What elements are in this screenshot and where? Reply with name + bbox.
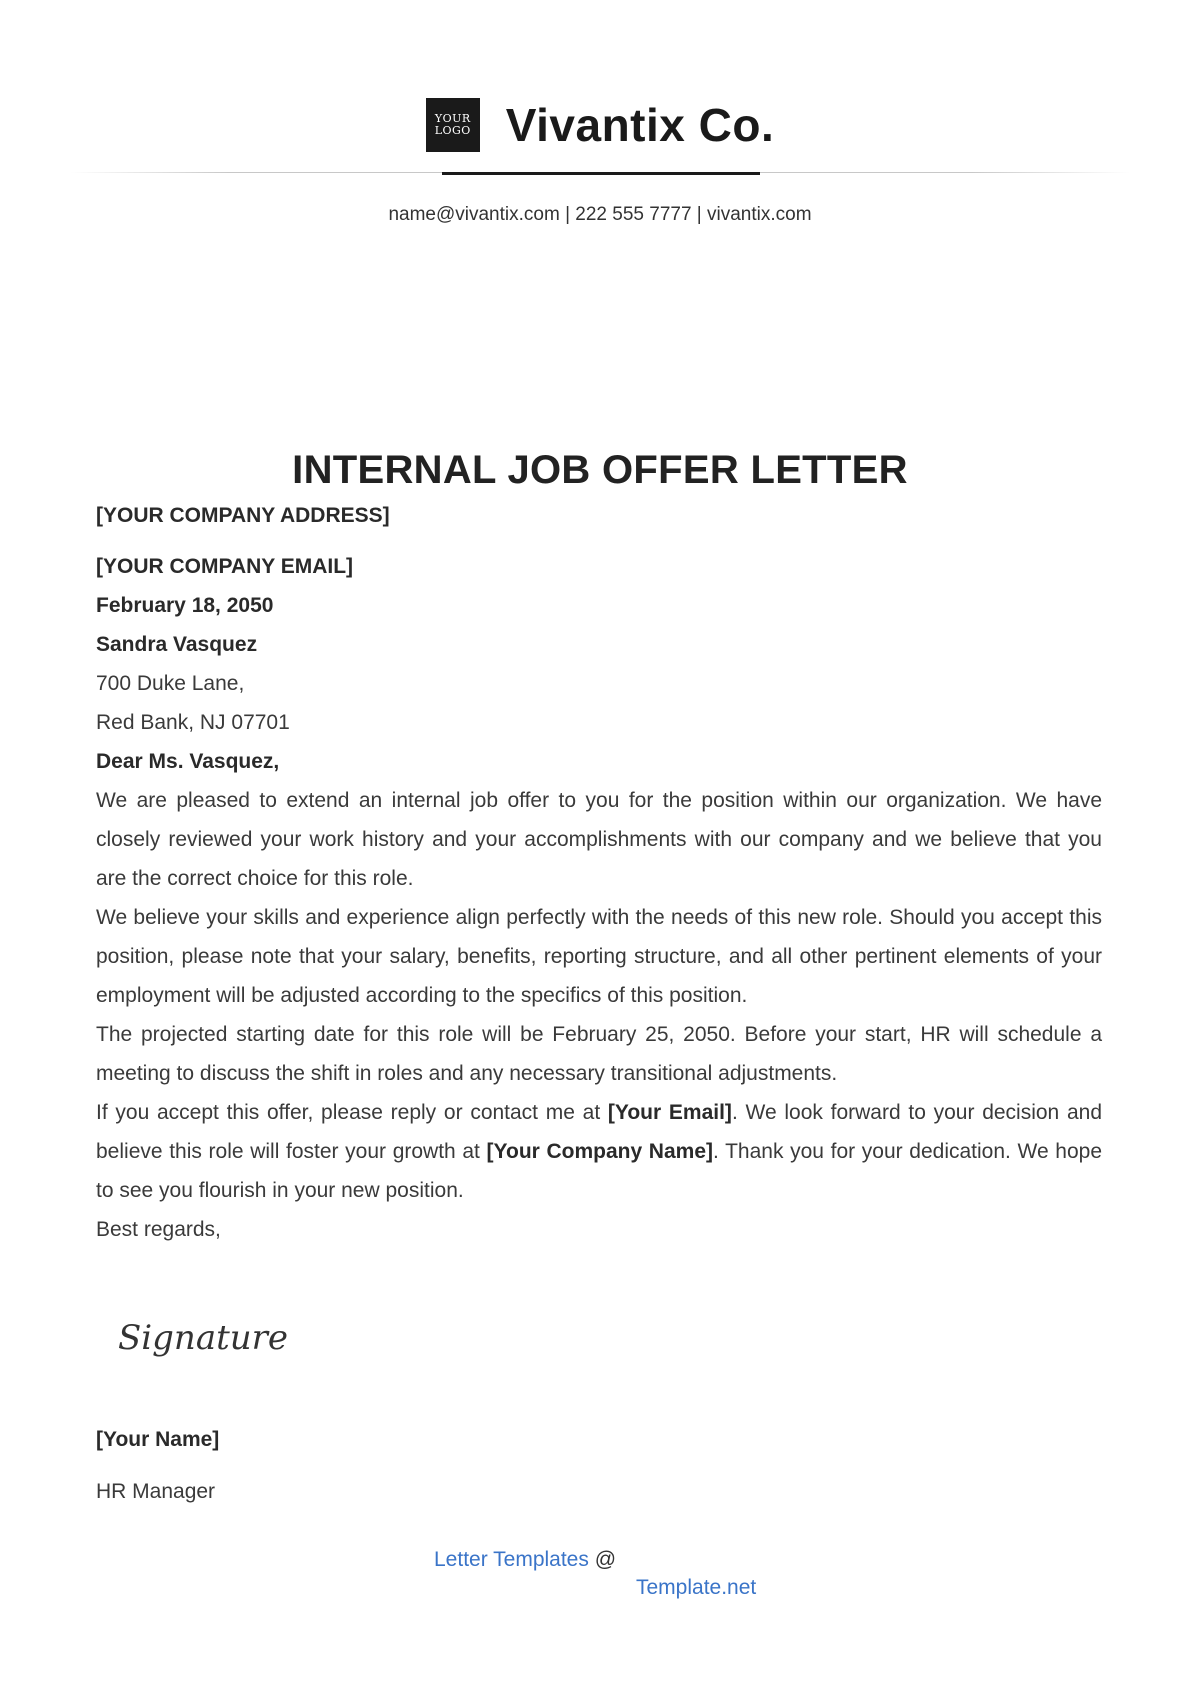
logo-text-line2: LOGO (434, 124, 471, 137)
template-net-link[interactable]: Template.net (636, 1576, 757, 1599)
letterhead (0, 98, 1200, 152)
paragraph-1: We are pleased to extend an internal job offer to you for the position within our organization. We have closely reviewed your work history and your accomplishments with our company and we believe that you are the correct choice for this role. (96, 789, 1102, 890)
company-name: Vivantix Co. (505, 99, 775, 151)
recipient-address-line2: Red Bank, NJ 07701 (96, 711, 290, 734)
header-divider-accent (442, 172, 760, 175)
company-name-placeholder: [Your Company Name] (486, 1140, 713, 1163)
logo-placeholder (426, 98, 480, 152)
contact-info: name@vivantix.com | 222 555 7777 | vivantix.com (388, 204, 812, 225)
your-email-placeholder: [Your Email] (607, 1101, 732, 1124)
paragraph-4-text-3: . Thank you for your dedication. We hope to see you flourish in your new position. (96, 1140, 1103, 1202)
paragraph-4 (96, 1093, 1102, 1210)
sender-title-block (96, 1472, 1102, 1511)
sender-name: [Your Name] (96, 1428, 220, 1451)
closing: Best regards, (96, 1218, 221, 1241)
paragraph-4-text-1: If you accept this offer, please reply or contact me at (96, 1101, 608, 1124)
footer-attribution-line2 (636, 1576, 756, 1600)
logo-text-line1: YOUR (434, 112, 471, 125)
company-address-text: [YOUR COMPANY ADDRESS] (96, 504, 390, 527)
paragraph-2: We believe your skills and experience align perfectly with the needs of this new role. Should you accept this position, please note that your salary, benefits, reporting structure, and all other pertinent elements of your employment will be adjusted according to the specifics of this position. (96, 906, 1102, 1007)
letter-templates-link[interactable]: Letter Templates (434, 1548, 589, 1571)
recipient-address-line1: 700 Duke Lane, (96, 672, 245, 695)
company-address (96, 496, 1102, 535)
paragraph-4-text-2: . We look forward to your decision and believe this role will foster your growth at (96, 1101, 1103, 1163)
paragraph-3: The projected starting date for this role will be February 25, 2050. Before your start, HR will schedule a meeting to discuss the shift in roles and any necessary transitional adjustments. (96, 1023, 1102, 1085)
company-email: [YOUR COMPANY EMAIL] (96, 555, 354, 578)
footer-attribution (434, 1548, 616, 1572)
sender-name-block (96, 1420, 1102, 1459)
footer-at: @ (588, 1548, 617, 1571)
recipient-name: Sandra Vasquez (96, 633, 258, 656)
letter-date: February 18, 2050 (96, 594, 274, 617)
salutation: Dear Ms. Vasquez, (96, 750, 280, 773)
signature: Signature (118, 1318, 289, 1358)
letter-title: INTERNAL JOB OFFER LETTER (292, 448, 908, 492)
letter-body (96, 547, 1102, 1249)
sender-title: HR Manager (96, 1480, 216, 1503)
